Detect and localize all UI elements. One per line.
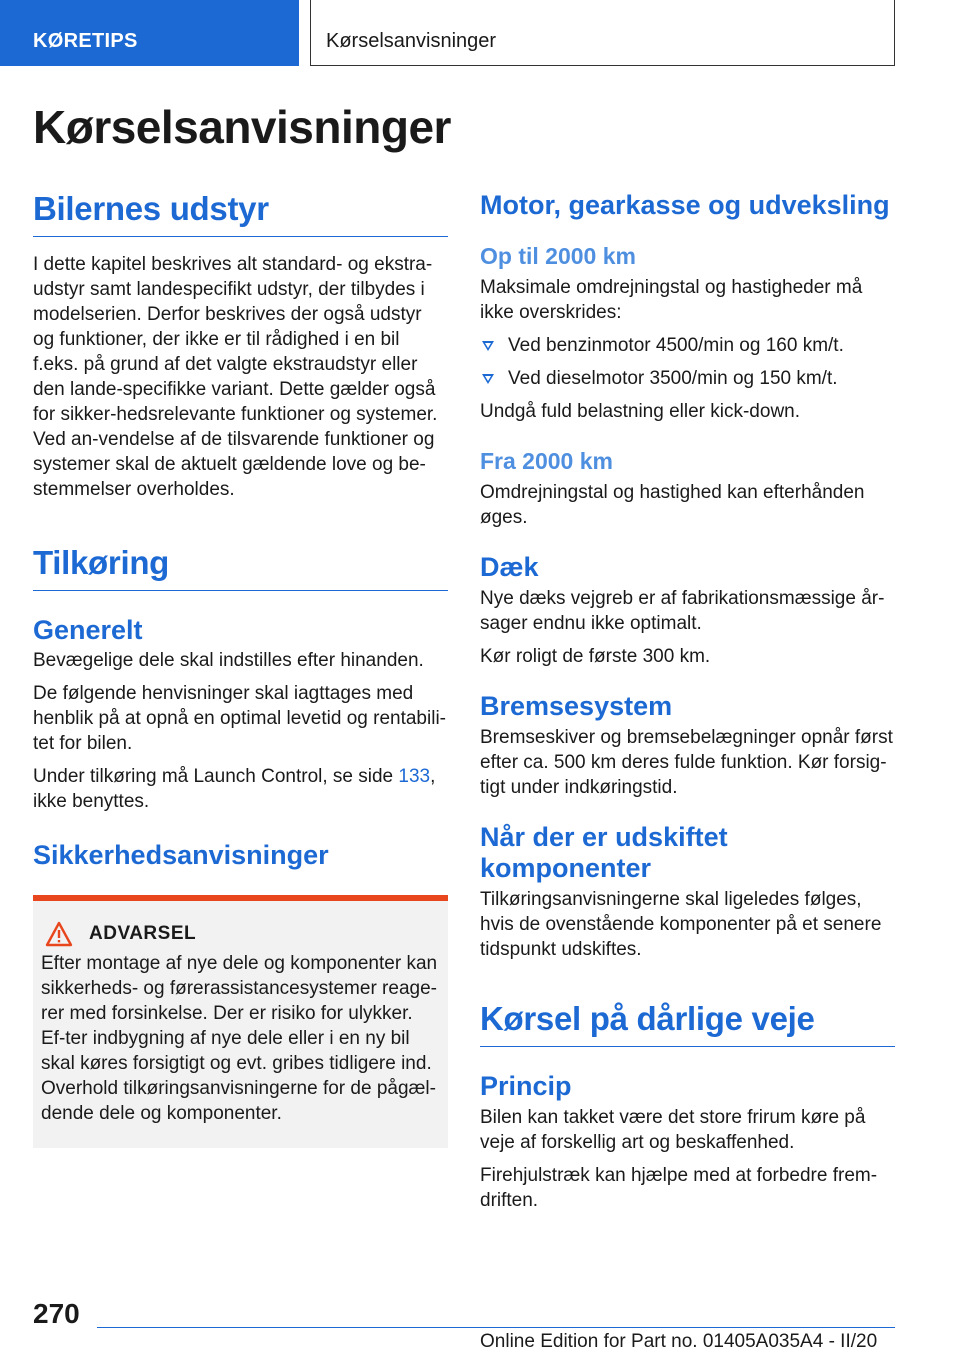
list-item-text: Ved benzinmotor 4500/min og 160 km/t. [508, 335, 844, 356]
generelt-paragraph-1: Bevægelige dele skal indstilles efter hinanden. [33, 650, 424, 671]
generelt-p3-text: Under tilkøring må Launch Control, se side [33, 766, 399, 787]
subsection-title-sikkerhedsanvisninger: Sikkerhedsanvisninger [33, 840, 329, 870]
section-title-tilkoering: Tilkøring [33, 544, 448, 591]
subsection-title-bremsesystem: Bremsesystem [480, 691, 673, 721]
header-section-label: KØRETIPS [33, 30, 138, 52]
heading-op-til-2000: Op til 2000 km [480, 243, 636, 269]
footer-divider [97, 1327, 895, 1328]
fra-2000-text: Omdrejningstal og hastighed kan efterhånden øges. [480, 482, 865, 528]
udskiftet-komponenter-text: Tilkøringsanvisningerne skal ligeledes følges, hvis de ovenstående komponenter på et senere tidspunkt udskiftes. [480, 889, 882, 960]
daek-paragraph-2: Kør roligt de første 300 km. [480, 646, 711, 667]
list-item [480, 366, 895, 391]
left-column [33, 190, 448, 1148]
page-reference-link[interactable]: 133 [398, 766, 431, 787]
heading-fra-2000: Fra 2000 km [480, 448, 613, 474]
subsection-title-princip: Princip [480, 1071, 572, 1101]
footer-edition-text: Online Edition for Part no. 01405A035A4 - II/20 [480, 1331, 878, 1352]
warning-text: Efter montage af nye dele og komponenter kan sikkerheds- og førerassistancesystemer reage-rer med forsinkelse. Der er risiko for ulykker. Ef-ter indbygning af nye dele eller i en ny bil skal køres forsigtigt og evt. gribes tidligere ind. Overhold tilkøringsanvisningerne for de pågæl-dende dele og komponenter. [41, 953, 438, 1124]
generelt-p3-comma: , [430, 766, 436, 787]
op-til-2000-after-text: Undgå fuld belastning eller kick-down. [480, 401, 801, 422]
section-title-koersel-daarlige-veje: Kørsel på dårlige veje [480, 1000, 895, 1047]
bullet-triangle-icon [482, 374, 494, 384]
subsection-title-daek: Dæk [480, 552, 539, 582]
bremsesystem-text: Bremseskiver og bremsebelægninger opnår først efter ca. 500 km deres fulde funktion. Kør forsig-tigt under indkøringstid. [480, 727, 893, 798]
bilernes-udstyr-text: I dette kapitel beskrives alt standard- og ekstra-udstyr samt landespecifikt udstyr, der tilbydes i modelserien. Derfor beskrives der også udstyr og funktioner, der ikke er til rådighed i en bil f.eks. på grund af det valgte ekstraudstyr eller den lande-specifikke variant. Dette gælder også for sikker-hedsrelevante funktioner og systemer. Ved an-vendelse af de tilsvarende funktioner og systemer skal de aktuelt gældende love og be-stemmelser overholdes. [33, 254, 438, 500]
header-section-tab [0, 0, 299, 66]
princip-paragraph-2: Firehjulstræk kan hjælpe med at forbedre frem-driften. [480, 1165, 878, 1211]
princip-paragraph-1: Bilen kan takket være det store frirum køre på veje af forskellig art og beskaffenhed. [480, 1107, 866, 1153]
page-number: 270 [33, 1298, 80, 1329]
header-chapter-label: Kørselsanvisninger [326, 30, 497, 52]
generelt-paragraph-3 [33, 764, 448, 814]
list-item-text: Ved dieselmotor 3500/min og 150 km/t. [508, 368, 838, 389]
warning-header [41, 921, 440, 947]
subsection-title-generelt: Generelt [33, 615, 143, 645]
page-title: Kørselsanvisninger [33, 101, 451, 153]
list-item [480, 333, 895, 358]
subsection-title-udskiftet-komponenter: Når der er udskiftet komponenter [480, 822, 728, 883]
op-til-2000-text: Maksimale omdrejningstal og hastigheder må ikke overskrides: [480, 277, 863, 323]
header-chapter-box [310, 0, 895, 66]
generelt-p3-end: ikke benyttes. [33, 791, 150, 812]
subsection-title-motor: Motor, gearkasse og udveksling [480, 190, 890, 220]
right-column [480, 190, 895, 1213]
rpm-limit-list [480, 333, 895, 391]
warning-box [33, 895, 448, 1148]
bullet-triangle-icon [482, 341, 494, 351]
daek-paragraph-1: Nye dæks vejgreb er af fabrikationsmæssige år-sager endnu ikke optimalt. [480, 588, 885, 634]
warning-title: ADVARSEL [89, 923, 197, 944]
generelt-paragraph-2: De følgende henvisninger skal iagttages med henblik på at opnå en optimal levetid og rentabili-tet for bilen. [33, 683, 446, 754]
section-title-bilernes-udstyr: Bilernes udstyr [33, 190, 448, 237]
warning-triangle-icon [45, 921, 73, 947]
